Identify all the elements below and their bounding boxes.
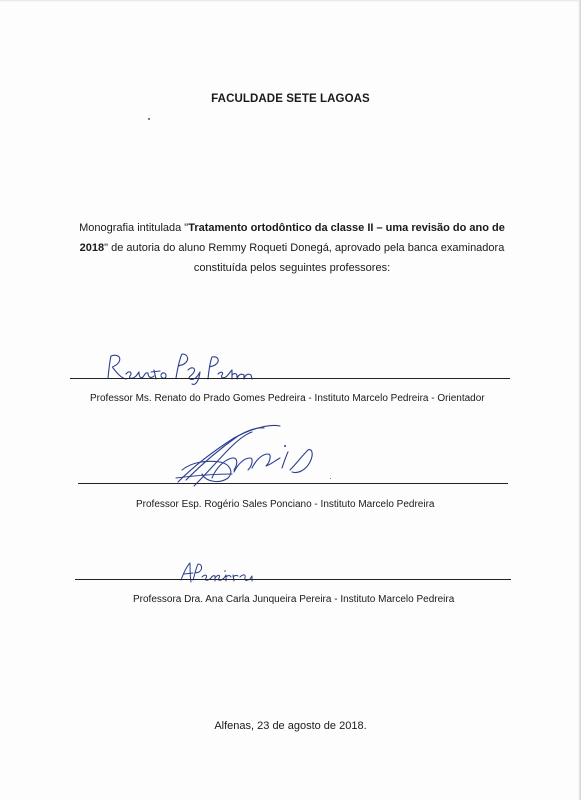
monograph-title: Tratamento ortodôntico da classe II – uma revisão do ano de 2018 — [79, 222, 505, 254]
signature-apereira — [178, 560, 258, 586]
approval-paragraph — [72, 218, 512, 278]
place-and-date: Alfenas, 23 de agosto de 2018. — [214, 720, 367, 732]
scan-edge-top — [0, 0, 581, 2]
examiner-3-label: Professora Dra. Ana Carla Junqueira Pereira - Instituto Marcelo Pedreira — [133, 594, 455, 605]
intro-text-end: " de autoria do aluno Remmy Roqueti Donegá, aprovado pela banca examinadora constituída pelos seguintes professores: — [104, 242, 505, 274]
intro-text-start: Monografia intitulada " — [79, 222, 189, 234]
signature-renato — [104, 348, 264, 386]
examiner-2-label: Professor Esp. Rogério Sales Ponciano - Instituto Marcelo Pedreira — [136, 499, 435, 510]
examiner-1-label: Professor Ms. Renato do Prado Gomes Pedreira - Instituto Marcelo Pedreira - Orientador — [90, 393, 485, 404]
signature-rogerio — [172, 420, 332, 490]
institution-name: FACULDADE SETE LAGOAS — [211, 93, 370, 105]
scan-speck — [148, 118, 150, 120]
signature-line-1 — [70, 378, 510, 379]
signature-line-2 — [78, 483, 508, 484]
signature-line-3 — [75, 579, 511, 580]
